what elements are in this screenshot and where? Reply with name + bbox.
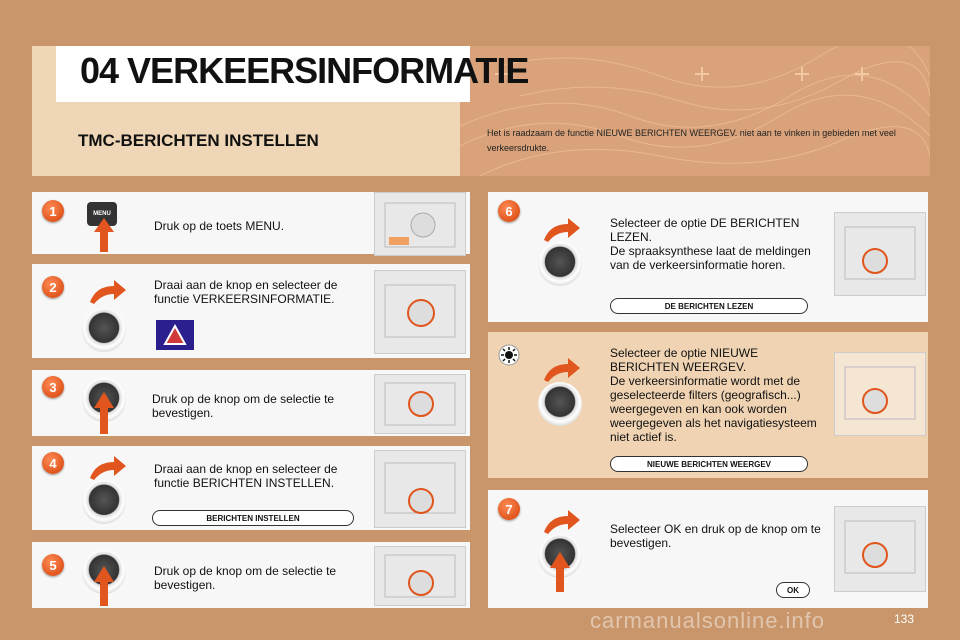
menu-option-pill: NIEUWE BERICHTEN WEERGEV <box>610 456 808 472</box>
step-number: 2 <box>42 276 64 298</box>
tip-text: Selecteer de optie NIEUWE BERICHTEN WEERGEV. De verkeersinformatie wordt met de geselecteerde filters (geografisch...) weergegeven en kan ook worden weergegeven als het navigatiesysteem niet actief is. <box>610 346 817 444</box>
page-number: 133 <box>893 612 914 626</box>
section-subtitle: TMC-BERICHTEN INSTELLEN <box>78 131 319 150</box>
menu-option-pill: BERICHTEN INSTELLEN <box>152 510 354 526</box>
step-number: 3 <box>42 376 64 398</box>
step-3-text: Druk op de knop om de selectie te bevestigen. <box>152 392 335 420</box>
step-5-panel <box>32 542 470 608</box>
radio-unit-icon <box>374 270 466 354</box>
step-4-text: Draai aan de knop en selecteer de functie BERICHTEN INSTELLEN. <box>154 462 338 490</box>
page-title: 04 VERKEERSINFORMATIE <box>80 50 529 91</box>
step-1-text: Druk op de toets MENU. <box>154 219 285 233</box>
knob-icon <box>82 480 126 524</box>
step-number: 6 <box>498 200 520 222</box>
step-7-panel <box>488 490 928 608</box>
step-7-text: Selecteer OK en druk op de knop om te bevestigen. <box>610 522 821 550</box>
rotate-arrow-icon <box>540 218 580 242</box>
lightbulb-icon <box>498 344 520 366</box>
radio-unit-icon <box>834 506 926 592</box>
note-text: Het is raadzaam de functie NIEUWE BERICHTEN WEERGEV. niet aan te vinken in gebieden met veel verkeersdrukte. <box>487 128 896 153</box>
step-number: 1 <box>42 200 64 222</box>
rotate-arrow-icon <box>540 358 580 382</box>
knob-icon <box>82 308 126 352</box>
step-2-panel <box>32 264 470 358</box>
radio-unit-icon <box>374 450 466 528</box>
arrow-up-icon <box>550 552 570 592</box>
step-4-panel <box>32 446 470 530</box>
radio-unit-icon <box>374 192 466 256</box>
step-6-panel <box>488 192 928 322</box>
tip-panel <box>488 332 928 478</box>
knob-icon <box>538 242 582 286</box>
step-3-panel <box>32 370 470 436</box>
radio-unit-icon <box>374 374 466 434</box>
menu-option-pill: DE BERICHTEN LEZEN <box>610 298 808 314</box>
map-decoration <box>460 46 930 176</box>
step-6-text: Selecteer de optie DE BERICHTEN LEZEN. De spraaksynthese laat de meldingen van de verkeersinformatie horen. <box>610 216 811 272</box>
menu-key-icon: MENU <box>87 202 117 226</box>
arrow-up-icon <box>94 218 114 252</box>
rotate-arrow-icon <box>86 456 126 480</box>
step-5-text: Druk op de knop om de selectie te bevestigen. <box>154 564 337 592</box>
arrow-up-icon <box>94 392 114 434</box>
radio-unit-icon <box>374 546 466 606</box>
rotate-arrow-icon <box>540 510 580 534</box>
traffic-info-icon <box>156 320 194 350</box>
radio-unit-icon <box>834 352 926 436</box>
step-number: 7 <box>498 498 520 520</box>
radio-unit-icon <box>834 212 926 296</box>
menu-option-pill: OK <box>776 582 810 598</box>
arrow-up-icon <box>94 566 114 606</box>
step-1-panel <box>32 192 470 254</box>
step-2-text: Draai aan de knop en selecteer de functie VERKEERSINFORMATIE. <box>154 278 338 306</box>
step-number: 5 <box>42 554 64 576</box>
step-number: 4 <box>42 452 64 474</box>
watermark: carmanualsonline.info <box>590 608 826 633</box>
rotate-arrow-icon <box>86 280 126 304</box>
knob-icon <box>538 382 582 426</box>
